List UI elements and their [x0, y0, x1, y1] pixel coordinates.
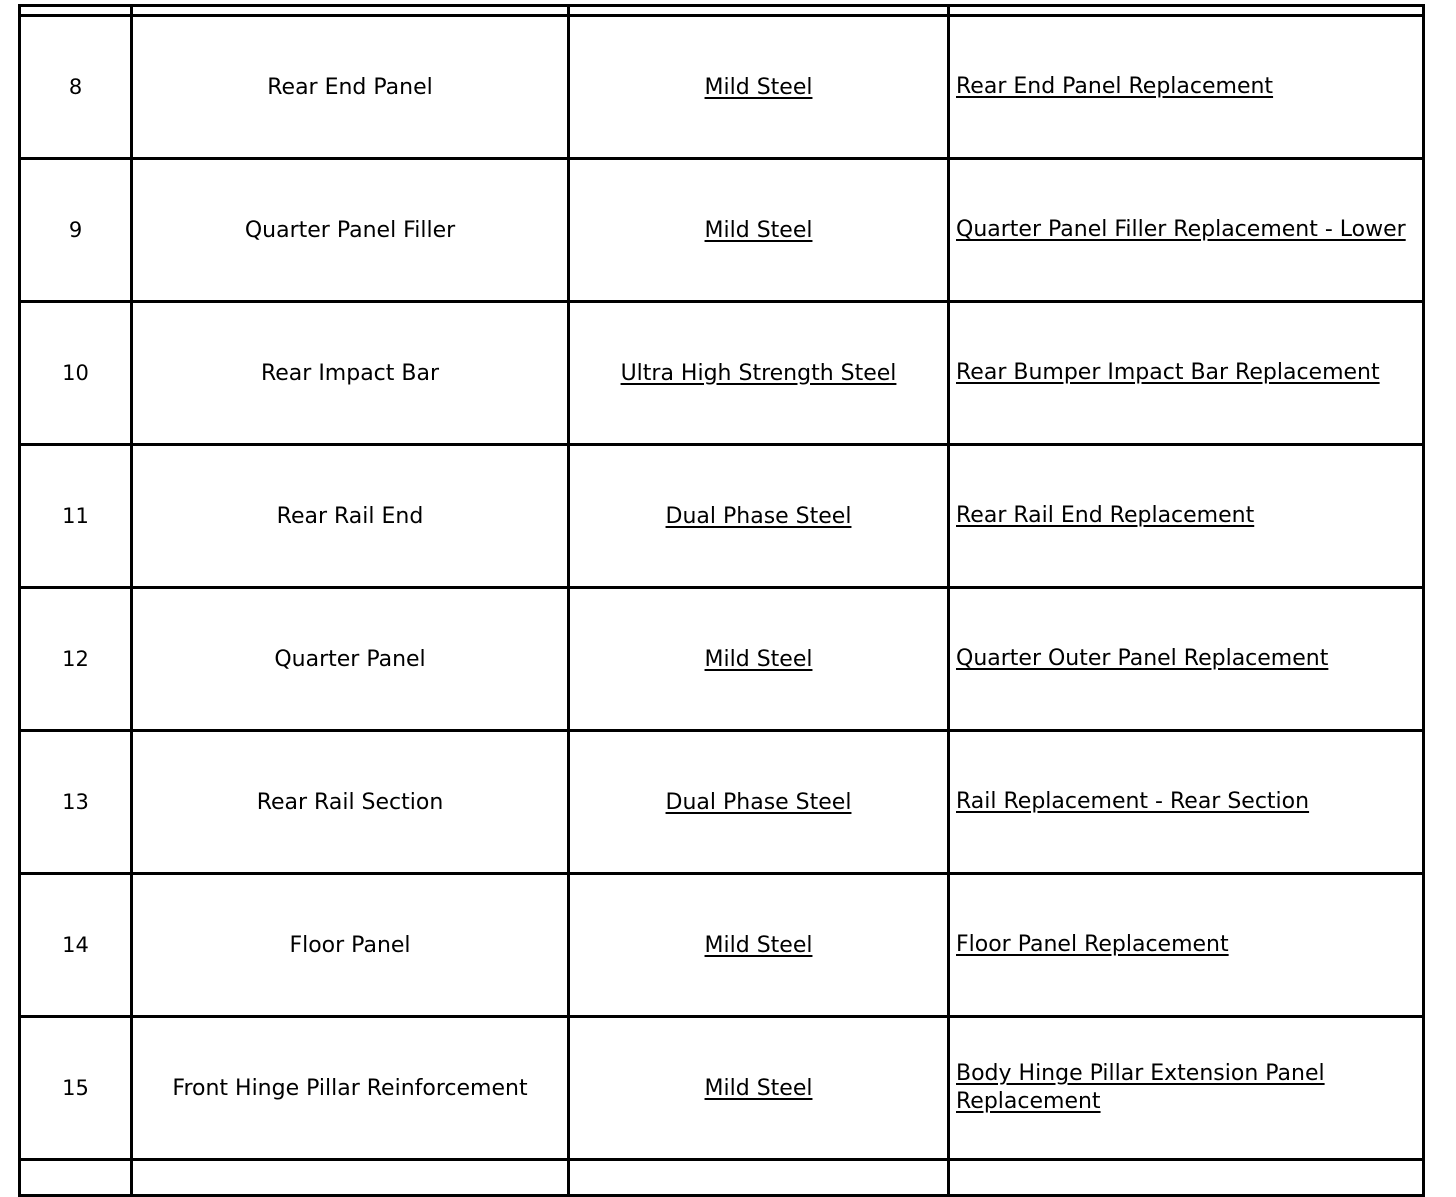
item-number: 15 [62, 1076, 89, 1100]
material-cell [569, 16, 949, 159]
material-cell [569, 1160, 949, 1196]
part-name-cell [132, 6, 569, 16]
item-number-cell [20, 302, 132, 445]
part-name: Rear Rail End [276, 503, 424, 529]
part-name: Front Hinge Pillar Reinforcement [172, 1075, 528, 1101]
item-number-cell [20, 1160, 132, 1196]
procedure-name: Quarter Panel Filler Replacement - Lower [956, 216, 1406, 242]
procedure-name: Rail Replacement - Rear Section [956, 788, 1310, 814]
material-name: Mild Steel [704, 646, 813, 672]
item-number: 8 [68, 75, 83, 99]
item-number-cell [20, 6, 132, 16]
procedure-cell [949, 731, 1424, 874]
material-name: Mild Steel [704, 74, 813, 100]
item-number: 9 [68, 218, 83, 242]
item-number-cell [20, 159, 132, 302]
part-name: Quarter Panel Filler [244, 217, 456, 243]
part-name: Rear End Panel [267, 74, 433, 100]
material-name: Mild Steel [704, 217, 813, 243]
part-name: Rear Impact Bar [260, 360, 440, 386]
document-page [0, 4, 1456, 1174]
material-name: Mild Steel [704, 1075, 813, 1101]
part-name: Quarter Panel [274, 646, 426, 672]
part-name-cell [132, 16, 569, 159]
material-name: Dual Phase Steel [665, 503, 852, 529]
procedure-cell [949, 445, 1424, 588]
part-name: Rear Rail Section [256, 789, 444, 815]
item-number: 10 [62, 361, 89, 385]
item-number-cell [20, 588, 132, 731]
item-number-cell [20, 16, 132, 159]
procedure-name: Floor Panel Replacement [956, 931, 1229, 957]
table-row [20, 16, 1424, 159]
table-row [20, 445, 1424, 588]
procedure-cell [949, 588, 1424, 731]
part-name-cell [132, 874, 569, 1017]
part-name-cell [132, 731, 569, 874]
material-cell [569, 159, 949, 302]
item-number: 12 [62, 647, 89, 671]
parts-table [18, 4, 1425, 1197]
table-row [20, 874, 1424, 1017]
item-number-cell [20, 1017, 132, 1160]
procedure-cell [949, 16, 1424, 159]
item-number-cell [20, 874, 132, 1017]
table-row [20, 588, 1424, 731]
procedure-name: Quarter Outer Panel Replacement [956, 645, 1329, 671]
item-number-cell [20, 445, 132, 588]
table-row-partial-bottom [20, 1160, 1424, 1196]
material-name: Dual Phase Steel [665, 789, 852, 815]
procedure-cell [949, 1160, 1424, 1196]
material-cell [569, 731, 949, 874]
procedure-cell [949, 874, 1424, 1017]
part-name: Floor Panel [289, 932, 411, 958]
procedure-name: Rear Rail End Replacement [956, 502, 1255, 528]
item-number: 11 [62, 504, 89, 528]
procedure-cell [949, 6, 1424, 16]
table-row [20, 1017, 1424, 1160]
item-number-cell [20, 731, 132, 874]
material-cell [569, 874, 949, 1017]
item-number: 13 [62, 790, 89, 814]
procedure-cell [949, 302, 1424, 445]
table-row [20, 302, 1424, 445]
material-name: Ultra High Strength Steel [620, 360, 897, 386]
material-cell [569, 302, 949, 445]
part-name-cell [132, 302, 569, 445]
table-row [20, 731, 1424, 874]
table-row [20, 159, 1424, 302]
table-row-partial-top [20, 6, 1424, 16]
part-name-cell [132, 588, 569, 731]
part-name-cell [132, 1017, 569, 1160]
procedure-cell [949, 1017, 1424, 1160]
material-cell [569, 445, 949, 588]
part-name-cell [132, 1160, 569, 1196]
part-name-cell [132, 445, 569, 588]
procedure-name: Rear End Panel Replacement [956, 73, 1274, 99]
procedure-name: Rear Bumper Impact Bar Replacement [956, 359, 1380, 385]
material-cell [569, 588, 949, 731]
procedure-name: Body Hinge Pillar Extension Panel Replacement [956, 1060, 1325, 1114]
material-name: Mild Steel [704, 932, 813, 958]
material-cell [569, 1017, 949, 1160]
part-name-cell [132, 159, 569, 302]
item-number: 14 [62, 933, 89, 957]
material-cell [569, 6, 949, 16]
procedure-cell [949, 159, 1424, 302]
